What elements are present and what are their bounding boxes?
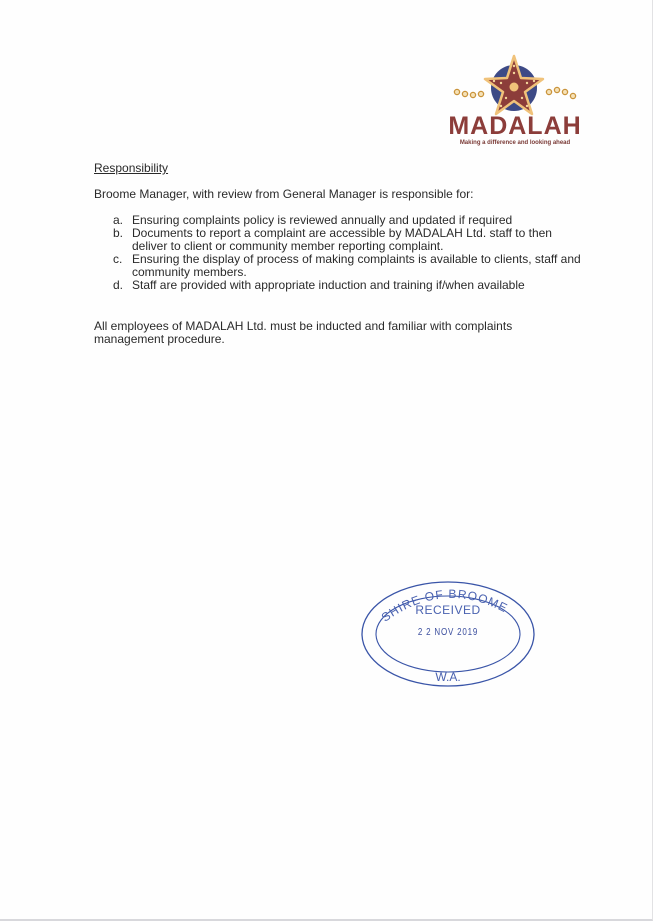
list-item — [113, 279, 583, 292]
list-item-text: Documents to report a complaint are accessible by MADALAH Ltd. staff to then deliver to client or community member reporting complaint. — [132, 226, 552, 253]
list-marker: c. — [113, 252, 123, 266]
responsibility-list — [113, 214, 583, 292]
list-marker: a. — [113, 213, 124, 227]
list-marker: d. — [113, 278, 124, 292]
stamp-date: 2 2 NOV 2019 — [417, 627, 479, 638]
madalah-logo — [440, 52, 590, 152]
closing-paragraph: All employees of MADALAH Ltd. must be inducted and familiar with complaints management procedure. — [94, 319, 513, 346]
logo-tagline: Making a difference and looking ahead — [459, 140, 571, 146]
list-item-text: Staff are provided with appropriate induction and training if/when available — [132, 278, 525, 292]
list-marker: b. — [113, 226, 124, 240]
stamp-arc-text: SHIRE OF BROOME — [378, 586, 511, 625]
intro-paragraph: Broome Manager, with review from General Manager is responsible for: — [94, 187, 474, 201]
list-item — [113, 227, 583, 253]
list-item-text: Ensuring complaints policy is reviewed annually and updated if required — [132, 213, 513, 227]
stamp-received-label: RECEIVED — [415, 603, 481, 617]
list-item — [113, 253, 583, 279]
stamp-state: W.A. — [435, 670, 461, 684]
logo-wordmark: MADALAH — [448, 112, 582, 140]
section-heading: Responsibility — [94, 161, 169, 175]
list-item-text: Ensuring the display of process of making complaints is available to clients, staff and community members. — [132, 252, 581, 279]
received-stamp — [360, 578, 536, 692]
